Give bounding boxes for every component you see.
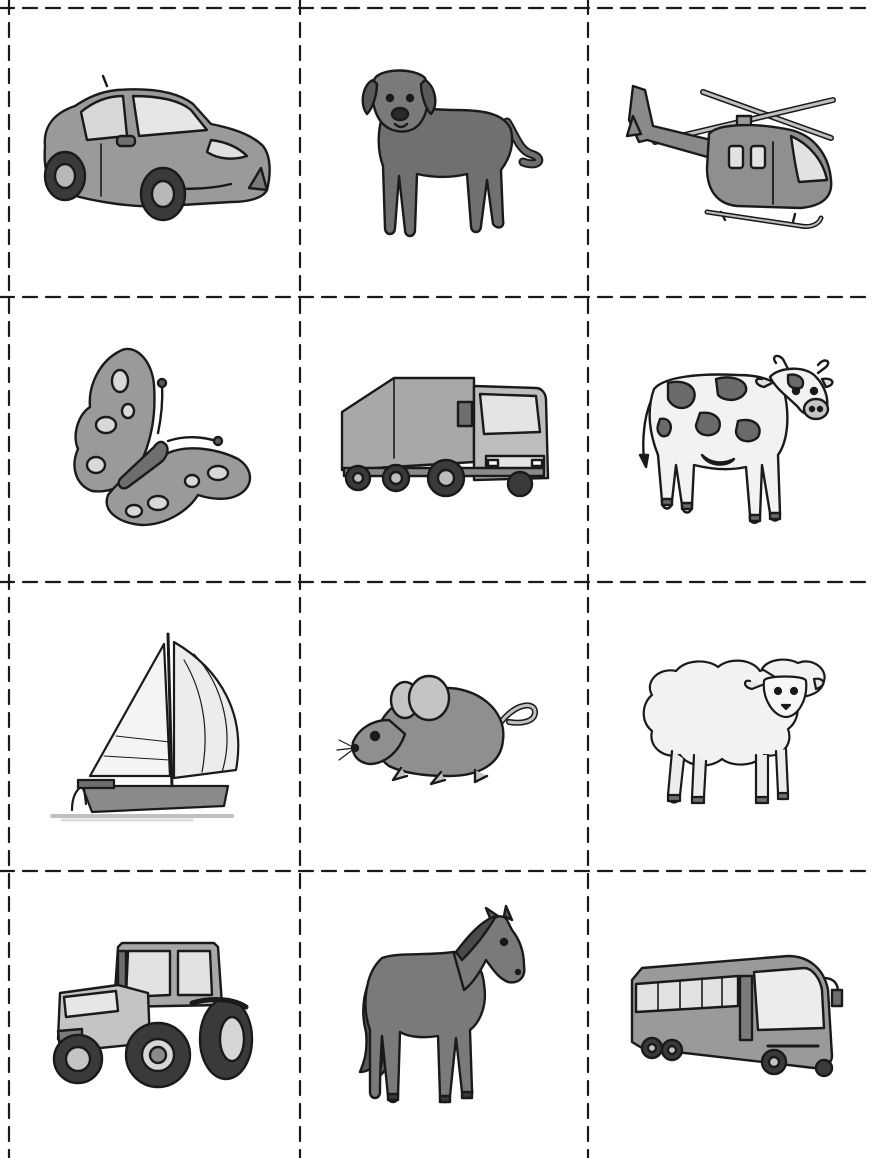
bus-card[interactable] (628, 950, 848, 1080)
truck-card[interactable] (338, 372, 553, 502)
butterfly-card[interactable] (68, 345, 258, 530)
mouse-icon (345, 672, 545, 792)
sailboat-icon (52, 630, 252, 825)
car-icon (35, 78, 275, 228)
sheep-icon (638, 655, 838, 815)
cow-icon (638, 355, 838, 530)
car-card[interactable] (35, 78, 275, 228)
tractor-icon (52, 935, 262, 1095)
dog-card[interactable] (355, 70, 540, 245)
horse-icon (358, 912, 533, 1117)
horse-card[interactable] (358, 912, 533, 1117)
sailboat-card[interactable] (52, 630, 252, 825)
mouse-card[interactable] (345, 672, 545, 792)
helicopter-icon (625, 80, 840, 230)
sheep-card[interactable] (638, 655, 838, 815)
bus-icon (628, 950, 848, 1080)
truck-icon (338, 372, 553, 502)
tractor-card[interactable] (52, 935, 262, 1095)
helicopter-card[interactable] (625, 80, 840, 230)
dog-icon (355, 70, 540, 245)
cow-card[interactable] (638, 355, 838, 530)
butterfly-icon (68, 345, 258, 530)
